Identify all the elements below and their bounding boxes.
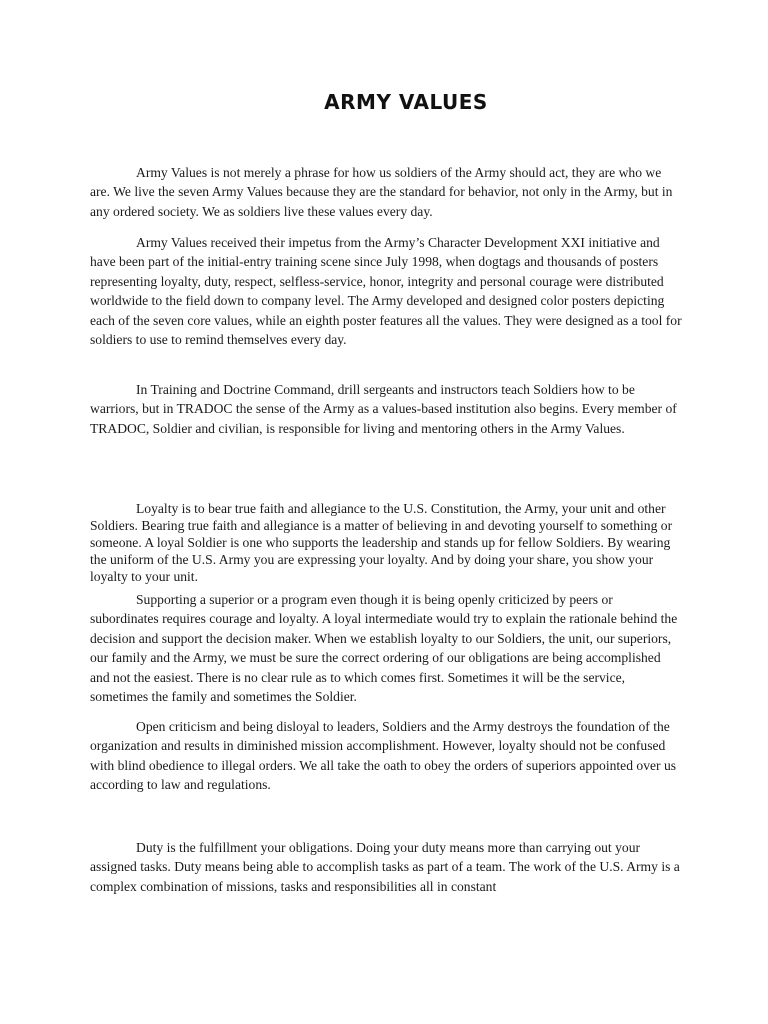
paragraph-open-criticism: Open criticism and being disloyal to leaders, Soldiers and the Army destroys the foundation of the organization and results in diminished mission accomplishment. However, loyalty should not be confused with blind obedience to illegal orders. We all take the oath to obey the orders of superiors appointed over us according to law and regulations. <box>90 719 677 793</box>
paragraph-loyalty-support: Supporting a superior or a program even though it is being openly criticized by peers or subordinates requires courage and loyalty. A loyal intermediate would try to explain the rationale behind the decision and support the decision maker. When we establish loyalty to our Soldiers, the unit, our superiors, our family and the Army, we must be sure the correct ordering of our obligations are being accomplished and not the easiest. There is no clear rule as to which comes first. Sometimes it will be the service, sometimes the family and sometimes the Soldier. <box>90 592 678 705</box>
paragraph-loyalty-definition: Loyalty is to bear true faith and allegiance to the U.S. Constitution, the Army, your unit and other Soldiers. Bearing true faith and allegiance is a matter of believing in and devoting yourself to something or someone. A loyal Soldier is one who supports the leadership and stands up for fellow Soldiers. By wearing the uniform of the U.S. Army you are expressing your loyalty. And by doing your share, you show your loyalty to your unit. <box>90 501 673 584</box>
paragraph-tradoc: In Training and Doctrine Command, drill sergeants and instructors teach Soldiers how to be warriors, but in TRADOC the sense of the Army as a values-based institution also begins. Every member of TRADOC, Soldier and civilian, is responsible for living and mentoring others in the Army Values. <box>90 382 677 436</box>
paragraph-army-values-intro: Army Values is not merely a phrase for how us soldiers of the Army should act, they are who we are. We live the seven Army Values because they are the standard for behavior, not only in the Army, but in any ordered society. We as soldiers live these values every day. <box>90 165 673 219</box>
paragraph-character-development: Army Values received their impetus from the Army’s Character Development XXI initiative and have been part of the initial-entry training scene since July 1998, when dogtags and thousands of posters representing loyalty, duty, respect, selfless-service, honor, integrity and personal courage were distributed worldwide to the field down to company level. The Army developed and designed color posters depicting each of the seven core values, while an eighth poster features all the values. They were designed as a tool for soldiers to use to remind themselves every day. <box>90 235 682 348</box>
page-title: ARMY VALUES <box>324 90 488 114</box>
paragraph-duty: Duty is the fulfillment your obligations. Doing your duty means more than carrying out your assigned tasks. Duty means being able to accomplish tasks as part of a team. The work of the U.S. Army is a complex combination of missions, tasks and responsibilities all in constant <box>90 840 680 894</box>
